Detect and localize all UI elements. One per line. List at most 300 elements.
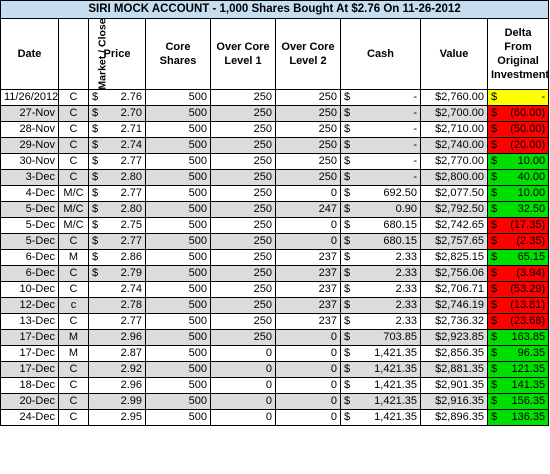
cell-core-shares[interactable]: 500 bbox=[146, 186, 211, 202]
cell-market-close[interactable]: C bbox=[59, 282, 89, 298]
cell-value[interactable]: $2,770.00 bbox=[421, 154, 488, 170]
cell-over-core-1[interactable]: 250 bbox=[211, 250, 276, 266]
currency-symbol: $ bbox=[92, 251, 99, 263]
cell-value[interactable]: $2,746.19 bbox=[421, 298, 488, 314]
cell-over-core-1[interactable]: 0 bbox=[211, 378, 276, 394]
cell-cash[interactable] bbox=[341, 218, 421, 234]
cell-over-core-2[interactable]: 0 bbox=[276, 218, 341, 234]
price-value: 2.99 bbox=[120, 395, 142, 407]
cell-price[interactable] bbox=[89, 154, 146, 170]
price-value: 2.86 bbox=[120, 251, 142, 263]
cell-cash[interactable] bbox=[341, 266, 421, 282]
cell-price[interactable] bbox=[89, 90, 146, 106]
cell-delta[interactable] bbox=[488, 170, 549, 186]
cash-value: 1,421.35 bbox=[374, 363, 417, 375]
cell-date[interactable]: 6-Dec bbox=[1, 266, 59, 282]
currency-symbol: $ bbox=[92, 91, 99, 103]
cell-value[interactable]: $2,740.00 bbox=[421, 138, 488, 154]
cell-value[interactable]: $2,736.32 bbox=[421, 314, 488, 330]
cell-market-close[interactable]: C bbox=[59, 410, 89, 426]
cell-delta[interactable] bbox=[488, 298, 549, 314]
cell-market-close[interactable]: C bbox=[59, 90, 89, 106]
price-value: 2.71 bbox=[120, 123, 142, 135]
cell-delta[interactable] bbox=[488, 186, 549, 202]
cell-core-shares[interactable]: 500 bbox=[146, 378, 211, 394]
cell-value[interactable]: $2,792.50 bbox=[421, 202, 488, 218]
cell-price[interactable] bbox=[89, 346, 146, 362]
cell-cash[interactable] bbox=[341, 298, 421, 314]
cell-over-core-1[interactable]: 250 bbox=[211, 330, 276, 346]
cell-cash[interactable] bbox=[341, 346, 421, 362]
cell-core-shares[interactable]: 500 bbox=[146, 154, 211, 170]
table-row bbox=[1, 138, 549, 154]
cell-market-close[interactable]: C bbox=[59, 266, 89, 282]
delta-value: 32.50 bbox=[517, 203, 546, 215]
cell-over-core-2[interactable]: 237 bbox=[276, 298, 341, 314]
cash-value: 2.33 bbox=[395, 315, 417, 327]
cell-value[interactable]: $2,923.85 bbox=[421, 330, 488, 346]
delta-value: (13.81) bbox=[510, 299, 546, 311]
cell-value[interactable]: $2,756.06 bbox=[421, 266, 488, 282]
currency-symbol: $ bbox=[491, 379, 498, 391]
currency-symbol: $ bbox=[491, 299, 498, 311]
delta-value: (2.35) bbox=[516, 235, 546, 247]
price-value: 2.95 bbox=[120, 411, 142, 423]
cell-date[interactable]: 24-Dec bbox=[1, 410, 59, 426]
cell-date[interactable]: 28-Nov bbox=[1, 122, 59, 138]
cell-date[interactable]: 27-Nov bbox=[1, 106, 59, 122]
cash-value: - bbox=[413, 91, 417, 103]
currency-symbol: $ bbox=[344, 123, 351, 135]
currency-symbol: $ bbox=[491, 267, 498, 279]
cell-cash[interactable] bbox=[341, 410, 421, 426]
cell-over-core-2[interactable]: 250 bbox=[276, 106, 341, 122]
cell-core-shares[interactable]: 500 bbox=[146, 266, 211, 282]
cell-market-close[interactable]: C bbox=[59, 138, 89, 154]
cell-price[interactable] bbox=[89, 378, 146, 394]
cell-market-close[interactable]: C bbox=[59, 122, 89, 138]
cell-value[interactable]: $2,742.65 bbox=[421, 218, 488, 234]
cell-date[interactable]: 29-Nov bbox=[1, 138, 59, 154]
cell-core-shares[interactable]: 500 bbox=[146, 202, 211, 218]
currency-symbol: $ bbox=[491, 187, 498, 199]
cell-core-shares[interactable]: 500 bbox=[146, 394, 211, 410]
price-value: 2.87 bbox=[120, 347, 142, 359]
cell-date[interactable]: 20-Dec bbox=[1, 394, 59, 410]
cell-over-core-1[interactable]: 250 bbox=[211, 266, 276, 282]
currency-symbol: $ bbox=[491, 155, 498, 167]
cash-value: 1,421.35 bbox=[374, 411, 417, 423]
cash-value: 1,421.35 bbox=[374, 395, 417, 407]
currency-symbol: $ bbox=[491, 91, 498, 103]
cell-over-core-2[interactable]: 0 bbox=[276, 234, 341, 250]
cash-value: 680.15 bbox=[383, 219, 417, 231]
table-body bbox=[1, 90, 549, 426]
cell-cash[interactable] bbox=[341, 362, 421, 378]
cell-over-core-1[interactable]: 250 bbox=[211, 218, 276, 234]
currency-symbol: $ bbox=[491, 411, 498, 423]
cell-market-close[interactable]: C bbox=[59, 106, 89, 122]
cell-date[interactable]: 6-Dec bbox=[1, 250, 59, 266]
header-over-core-level-1[interactable]: Over Core Level 1 bbox=[211, 19, 276, 90]
header-core-shares[interactable]: Core Shares bbox=[146, 19, 211, 90]
cell-over-core-1[interactable]: 0 bbox=[211, 346, 276, 362]
cell-date[interactable]: 13-Dec bbox=[1, 314, 59, 330]
cell-price[interactable] bbox=[89, 122, 146, 138]
cell-core-shares[interactable]: 500 bbox=[146, 362, 211, 378]
cell-delta[interactable] bbox=[488, 106, 549, 122]
cell-over-core-2[interactable]: 250 bbox=[276, 138, 341, 154]
cell-market-close[interactable]: C bbox=[59, 234, 89, 250]
currency-symbol: $ bbox=[344, 411, 351, 423]
currency-symbol: $ bbox=[92, 139, 99, 151]
cash-value: 1,421.35 bbox=[374, 379, 417, 391]
cell-over-core-1[interactable]: 250 bbox=[211, 170, 276, 186]
cell-delta[interactable] bbox=[488, 202, 549, 218]
cell-over-core-1[interactable]: 250 bbox=[211, 186, 276, 202]
cell-delta[interactable] bbox=[488, 330, 549, 346]
cell-core-shares[interactable]: 500 bbox=[146, 346, 211, 362]
price-value: 2.80 bbox=[120, 171, 142, 183]
price-value: 2.74 bbox=[120, 139, 142, 151]
currency-symbol: $ bbox=[491, 123, 498, 135]
cell-over-core-2[interactable]: 237 bbox=[276, 266, 341, 282]
cell-delta[interactable] bbox=[488, 410, 549, 426]
currency-symbol: $ bbox=[344, 283, 351, 295]
cell-market-close[interactable]: M/C bbox=[59, 186, 89, 202]
delta-value: (53.29) bbox=[510, 283, 546, 295]
cell-value[interactable]: $2,916.35 bbox=[421, 394, 488, 410]
currency-symbol: $ bbox=[491, 347, 498, 359]
currency-symbol: $ bbox=[344, 91, 351, 103]
table-row bbox=[1, 154, 549, 170]
table-row bbox=[1, 394, 549, 410]
cell-over-core-1[interactable]: 250 bbox=[211, 106, 276, 122]
currency-symbol: $ bbox=[491, 107, 498, 119]
cell-date[interactable]: 17-Dec bbox=[1, 346, 59, 362]
cell-price[interactable] bbox=[89, 410, 146, 426]
cell-core-shares[interactable]: 500 bbox=[146, 138, 211, 154]
sheet-title: SIRI MOCK ACCOUNT - 1,000 Shares Bought At $2.76 On 11-26-2012 bbox=[1, 1, 549, 19]
table-row bbox=[1, 106, 549, 122]
cell-date[interactable]: 30-Nov bbox=[1, 154, 59, 170]
cell-delta[interactable] bbox=[488, 154, 549, 170]
price-value: 2.96 bbox=[120, 331, 142, 343]
delta-value: 10.00 bbox=[517, 187, 546, 199]
cell-over-core-1[interactable]: 250 bbox=[211, 298, 276, 314]
cash-value: 2.33 bbox=[395, 267, 417, 279]
cell-core-shares[interactable]: 500 bbox=[146, 122, 211, 138]
currency-symbol: $ bbox=[491, 171, 498, 183]
cell-over-core-1[interactable]: 250 bbox=[211, 138, 276, 154]
price-value: 2.78 bbox=[120, 299, 142, 311]
cell-market-close[interactable]: C bbox=[59, 378, 89, 394]
cell-cash[interactable] bbox=[341, 314, 421, 330]
cell-over-core-2[interactable]: 0 bbox=[276, 330, 341, 346]
cell-date[interactable]: 3-Dec bbox=[1, 170, 59, 186]
cell-delta[interactable] bbox=[488, 346, 549, 362]
cell-market-close[interactable]: M bbox=[59, 250, 89, 266]
cell-price[interactable] bbox=[89, 330, 146, 346]
cell-core-shares[interactable]: 500 bbox=[146, 410, 211, 426]
cell-over-core-2[interactable]: 0 bbox=[276, 410, 341, 426]
cell-over-core-2[interactable]: 0 bbox=[276, 378, 341, 394]
currency-symbol: $ bbox=[344, 331, 351, 343]
cell-value[interactable]: $2,706.71 bbox=[421, 282, 488, 298]
cell-price[interactable] bbox=[89, 394, 146, 410]
currency-symbol: $ bbox=[344, 251, 351, 263]
cell-core-shares[interactable]: 500 bbox=[146, 170, 211, 186]
currency-symbol: $ bbox=[92, 107, 99, 119]
cell-market-close[interactable]: C bbox=[59, 154, 89, 170]
cash-value: - bbox=[413, 107, 417, 119]
currency-symbol: $ bbox=[491, 331, 498, 343]
cell-price[interactable] bbox=[89, 234, 146, 250]
cell-date[interactable]: 17-Dec bbox=[1, 362, 59, 378]
cell-cash[interactable] bbox=[341, 250, 421, 266]
cell-over-core-2[interactable]: 0 bbox=[276, 346, 341, 362]
header-delta[interactable]: Delta From Original Investment bbox=[488, 19, 549, 90]
cell-market-close[interactable]: M bbox=[59, 346, 89, 362]
delta-value: (20.00) bbox=[510, 139, 546, 151]
cell-over-core-2[interactable]: 247 bbox=[276, 202, 341, 218]
currency-symbol: $ bbox=[344, 139, 351, 151]
cell-cash[interactable] bbox=[341, 170, 421, 186]
cell-date[interactable]: 5-Dec bbox=[1, 202, 59, 218]
cell-over-core-1[interactable]: 250 bbox=[211, 314, 276, 330]
cell-cash[interactable] bbox=[341, 202, 421, 218]
cell-market-close[interactable]: C bbox=[59, 170, 89, 186]
currency-symbol: $ bbox=[92, 123, 99, 135]
currency-symbol: $ bbox=[92, 219, 99, 231]
header-cash[interactable]: Cash bbox=[341, 19, 421, 90]
cash-value: 0.90 bbox=[395, 203, 417, 215]
currency-symbol: $ bbox=[344, 155, 351, 167]
delta-value: 141.35 bbox=[511, 379, 546, 391]
cell-price[interactable] bbox=[89, 218, 146, 234]
cell-over-core-2[interactable]: 237 bbox=[276, 250, 341, 266]
cell-core-shares[interactable]: 500 bbox=[146, 250, 211, 266]
delta-value: 156.35 bbox=[511, 395, 546, 407]
cell-over-core-1[interactable]: 250 bbox=[211, 282, 276, 298]
cell-delta[interactable] bbox=[488, 266, 549, 282]
cell-delta[interactable] bbox=[488, 378, 549, 394]
cash-value: - bbox=[413, 155, 417, 167]
cell-cash[interactable] bbox=[341, 234, 421, 250]
cell-cash[interactable] bbox=[341, 154, 421, 170]
cell-core-shares[interactable]: 500 bbox=[146, 218, 211, 234]
cell-cash[interactable] bbox=[341, 394, 421, 410]
cell-price[interactable] bbox=[89, 170, 146, 186]
cell-delta[interactable] bbox=[488, 314, 549, 330]
cell-over-core-1[interactable]: 250 bbox=[211, 90, 276, 106]
cell-value[interactable]: $2,825.15 bbox=[421, 250, 488, 266]
cell-core-shares[interactable]: 500 bbox=[146, 106, 211, 122]
cell-date[interactable]: 4-Dec bbox=[1, 186, 59, 202]
cell-price[interactable] bbox=[89, 298, 146, 314]
currency-symbol: $ bbox=[92, 171, 99, 183]
cell-market-close[interactable]: c bbox=[59, 298, 89, 314]
currency-symbol: $ bbox=[92, 155, 99, 167]
cell-delta[interactable] bbox=[488, 218, 549, 234]
currency-symbol: $ bbox=[344, 299, 351, 311]
currency-symbol: $ bbox=[491, 251, 498, 263]
cell-market-close[interactable]: M/C bbox=[59, 218, 89, 234]
cell-over-core-2[interactable]: 250 bbox=[276, 170, 341, 186]
cell-price[interactable] bbox=[89, 282, 146, 298]
cell-price[interactable] bbox=[89, 362, 146, 378]
delta-value: 96.35 bbox=[517, 347, 546, 359]
currency-symbol: $ bbox=[344, 315, 351, 327]
cell-date[interactable]: 11/26/2012 bbox=[1, 90, 59, 106]
cell-core-shares[interactable]: 500 bbox=[146, 234, 211, 250]
price-value: 2.70 bbox=[120, 107, 142, 119]
currency-symbol: $ bbox=[344, 395, 351, 407]
currency-symbol: $ bbox=[491, 395, 498, 407]
cash-value: - bbox=[413, 123, 417, 135]
cell-core-shares[interactable]: 500 bbox=[146, 298, 211, 314]
cell-cash[interactable] bbox=[341, 138, 421, 154]
header-date[interactable]: Date bbox=[1, 19, 59, 90]
price-value: 2.74 bbox=[120, 283, 142, 295]
cell-price[interactable] bbox=[89, 266, 146, 282]
cell-market-close[interactable]: M bbox=[59, 330, 89, 346]
table-row bbox=[1, 250, 549, 266]
cell-market-close[interactable]: M/C bbox=[59, 202, 89, 218]
cell-over-core-2[interactable]: 237 bbox=[276, 314, 341, 330]
cell-over-core-1[interactable]: 250 bbox=[211, 202, 276, 218]
cell-core-shares[interactable]: 500 bbox=[146, 330, 211, 346]
cell-over-core-1[interactable]: 250 bbox=[211, 122, 276, 138]
cell-value[interactable]: $2,896.35 bbox=[421, 410, 488, 426]
delta-value: 40.00 bbox=[517, 171, 546, 183]
cell-price[interactable] bbox=[89, 202, 146, 218]
cash-value: - bbox=[413, 139, 417, 151]
cell-core-shares[interactable]: 500 bbox=[146, 282, 211, 298]
cell-cash[interactable] bbox=[341, 90, 421, 106]
currency-symbol: $ bbox=[344, 267, 351, 279]
header-price[interactable]: Price bbox=[89, 19, 146, 90]
cell-date[interactable]: 5-Dec bbox=[1, 234, 59, 250]
cell-market-close[interactable]: C bbox=[59, 394, 89, 410]
cell-market-close[interactable]: C bbox=[59, 314, 89, 330]
cell-over-core-1[interactable]: 0 bbox=[211, 362, 276, 378]
cell-delta[interactable] bbox=[488, 90, 549, 106]
price-value: 2.77 bbox=[120, 187, 142, 199]
cell-cash[interactable] bbox=[341, 106, 421, 122]
cell-cash[interactable] bbox=[341, 122, 421, 138]
currency-symbol: $ bbox=[491, 315, 498, 327]
header-value[interactable]: Value bbox=[421, 19, 488, 90]
cell-value[interactable]: $2,077.50 bbox=[421, 186, 488, 202]
delta-value: 121.35 bbox=[511, 363, 546, 375]
currency-symbol: $ bbox=[92, 187, 99, 199]
price-value: 2.79 bbox=[120, 267, 142, 279]
table-row bbox=[1, 298, 549, 314]
cell-date[interactable]: 5-Dec bbox=[1, 218, 59, 234]
cell-delta[interactable] bbox=[488, 394, 549, 410]
currency-symbol: $ bbox=[344, 347, 351, 359]
cell-delta[interactable] bbox=[488, 362, 549, 378]
cell-over-core-2[interactable]: 0 bbox=[276, 362, 341, 378]
cell-date[interactable]: 12-Dec bbox=[1, 298, 59, 314]
cell-over-core-1[interactable]: 250 bbox=[211, 154, 276, 170]
cell-over-core-1[interactable]: 250 bbox=[211, 234, 276, 250]
cash-value: 692.50 bbox=[383, 187, 417, 199]
cell-date[interactable]: 18-Dec bbox=[1, 378, 59, 394]
cell-date[interactable]: 10-Dec bbox=[1, 282, 59, 298]
currency-symbol: $ bbox=[344, 379, 351, 391]
cash-value: 1,421.35 bbox=[374, 347, 417, 359]
delta-value: (50.00) bbox=[510, 123, 546, 135]
delta-value: 136.35 bbox=[511, 411, 546, 423]
cell-price[interactable] bbox=[89, 138, 146, 154]
cell-over-core-2[interactable]: 0 bbox=[276, 186, 341, 202]
cell-value[interactable]: $2,700.00 bbox=[421, 106, 488, 122]
cell-market-close[interactable]: C bbox=[59, 362, 89, 378]
cell-value[interactable]: $2,710.00 bbox=[421, 122, 488, 138]
table-row bbox=[1, 186, 549, 202]
cell-delta[interactable] bbox=[488, 122, 549, 138]
table-row bbox=[1, 234, 549, 250]
cell-over-core-2[interactable]: 237 bbox=[276, 282, 341, 298]
cell-over-core-2[interactable]: 250 bbox=[276, 90, 341, 106]
cell-over-core-2[interactable]: 250 bbox=[276, 154, 341, 170]
price-value: 2.77 bbox=[120, 155, 142, 167]
cell-cash[interactable] bbox=[341, 186, 421, 202]
cell-value[interactable]: $2,901.35 bbox=[421, 378, 488, 394]
cell-delta[interactable] bbox=[488, 250, 549, 266]
price-value: 2.80 bbox=[120, 203, 142, 215]
currency-symbol: $ bbox=[92, 235, 99, 247]
cell-value[interactable]: $2,757.65 bbox=[421, 234, 488, 250]
cell-value[interactable]: $2,760.00 bbox=[421, 90, 488, 106]
delta-value: 65.15 bbox=[517, 251, 546, 263]
cell-price[interactable] bbox=[89, 250, 146, 266]
cell-value[interactable]: $2,856.35 bbox=[421, 346, 488, 362]
header-over-core-level-2[interactable]: Over Core Level 2 bbox=[276, 19, 341, 90]
cash-value: 703.85 bbox=[383, 331, 417, 343]
table-row bbox=[1, 410, 549, 426]
cell-value[interactable]: $2,800.00 bbox=[421, 170, 488, 186]
cell-cash[interactable] bbox=[341, 378, 421, 394]
cell-core-shares[interactable]: 500 bbox=[146, 314, 211, 330]
cell-date[interactable]: 17-Dec bbox=[1, 330, 59, 346]
cell-price[interactable] bbox=[89, 186, 146, 202]
cash-value: 2.33 bbox=[395, 251, 417, 263]
currency-symbol: $ bbox=[344, 107, 351, 119]
currency-symbol: $ bbox=[92, 203, 99, 215]
table-row bbox=[1, 218, 549, 234]
cash-value: 680.15 bbox=[383, 235, 417, 247]
cell-delta[interactable] bbox=[488, 234, 549, 250]
header-market-close[interactable] bbox=[59, 18, 109, 90]
currency-symbol: $ bbox=[491, 235, 498, 247]
cell-value[interactable]: $2,881.35 bbox=[421, 362, 488, 378]
cell-over-core-1[interactable]: 0 bbox=[211, 394, 276, 410]
currency-symbol: $ bbox=[344, 171, 351, 183]
cell-delta[interactable] bbox=[488, 282, 549, 298]
cell-price[interactable] bbox=[89, 314, 146, 330]
cell-over-core-1[interactable]: 0 bbox=[211, 410, 276, 426]
cell-cash[interactable] bbox=[341, 330, 421, 346]
cell-over-core-2[interactable]: 0 bbox=[276, 394, 341, 410]
cell-delta[interactable] bbox=[488, 138, 549, 154]
cell-price[interactable] bbox=[89, 106, 146, 122]
cell-cash[interactable] bbox=[341, 282, 421, 298]
cell-over-core-2[interactable]: 250 bbox=[276, 122, 341, 138]
cell-core-shares[interactable]: 500 bbox=[146, 90, 211, 106]
